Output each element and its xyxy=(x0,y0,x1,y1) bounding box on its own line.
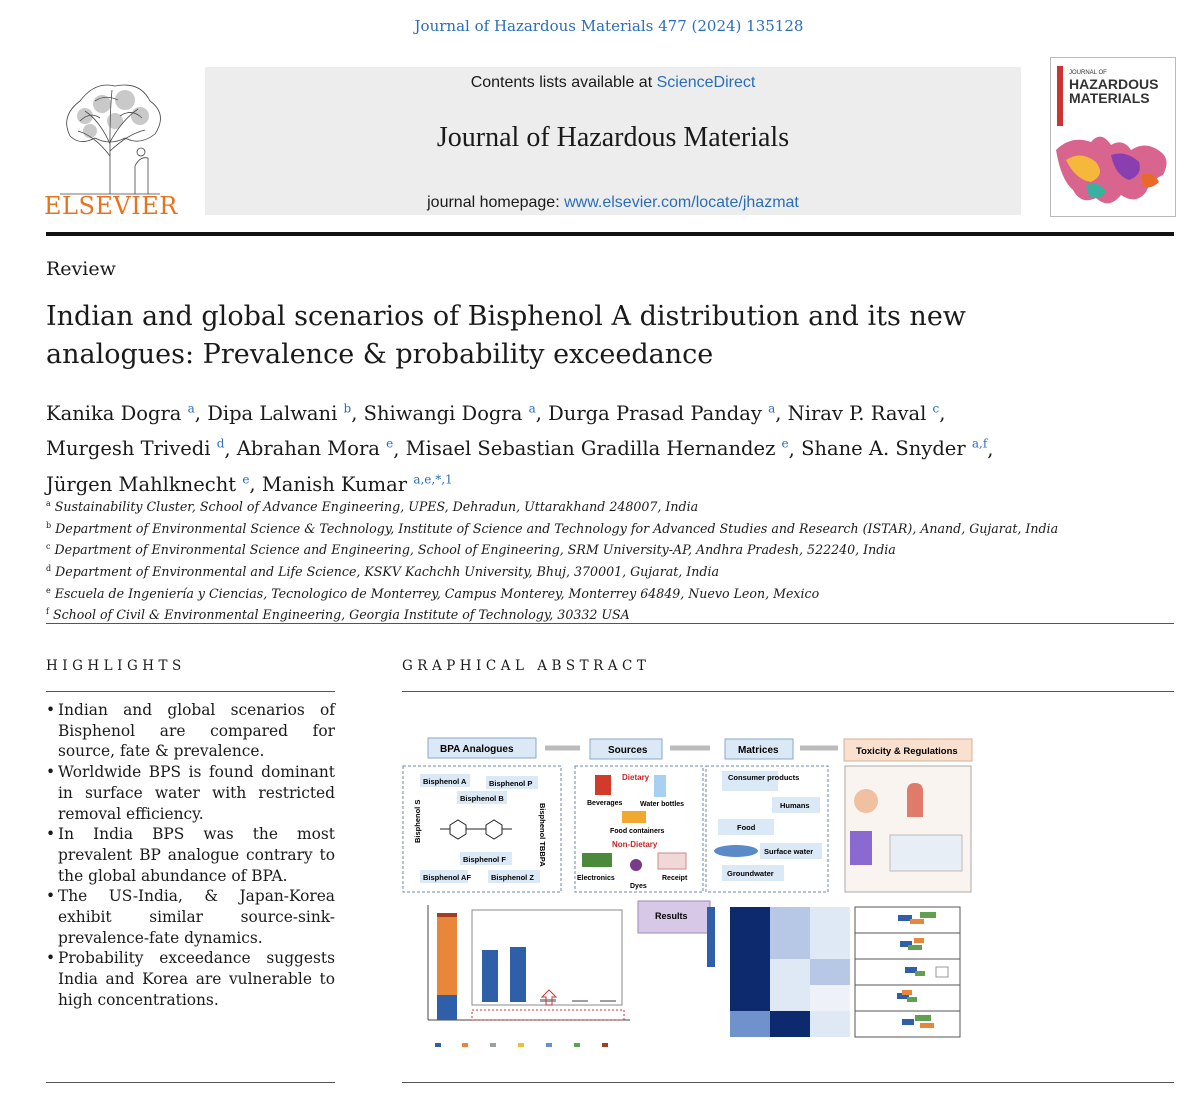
dye-icon xyxy=(630,859,642,871)
svg-text:Bisphenol TBBPA: Bisphenol TBBPA xyxy=(538,803,547,867)
author[interactable]: Jürgen Mahlknecht $^e$ xyxy=(46,472,250,496)
author-list: Kanika Dogra $^a$, Dipa Lalwani $^b$, Shiwangi Dogra $^a$, Durga Prasad Panday $^a$, Nirav P. Raval $^c$, Murgesh Trivedi $^d$, Abrahan Mora $^e$, Misael Sebastian Gradilla Hernandez $^e$, Shane A. Snyder $^{a,f}$, Jürgen Mahlknecht $^e$, Manish Kumar $^{a,e,*,1}$ xyxy=(46,401,994,496)
publisher-wordmark: ELSEVIER xyxy=(44,192,178,220)
bpa-concentration-chart xyxy=(428,905,630,1020)
svg-text:Consumer products: Consumer products xyxy=(728,773,800,782)
svg-text:Groundwater: Groundwater xyxy=(727,869,774,878)
svg-text:Dyes: Dyes xyxy=(630,883,647,890)
cover-title: JOURNAL OF HAZARDOUS MATERIALS xyxy=(1069,70,1159,106)
beverage-can-icon xyxy=(595,775,611,795)
svg-text:Water bottles: Water bottles xyxy=(640,801,685,808)
homepage-link[interactable]: www.elsevier.com/locate/jhazmat xyxy=(564,194,799,211)
journal-citation[interactable]: Journal of Hazardous Materials 477 (2024) 135128 xyxy=(414,17,804,35)
cover-world-map xyxy=(1051,120,1175,216)
step-matrices xyxy=(725,739,793,759)
affiliation: $^a$ Sustainability Cluster, School of Advance Engineering, UPES, Dehradun, Uttarakhand 248007, India xyxy=(46,499,699,515)
article-title: Indian and global scenarios of Bisphenol A distribution and its new analogues: Prevalence & probability exceedance xyxy=(46,301,966,370)
food-container-icon xyxy=(622,811,646,823)
svg-text:Bisphenol S: Bisphenol S xyxy=(413,799,422,843)
svg-text:Receipt: Receipt xyxy=(662,875,688,882)
journal-name: Journal of Hazardous Materials xyxy=(436,122,790,153)
graphical-abstract-rule xyxy=(402,691,1174,692)
journal-homepage: journal homepage: www.elsevier.com/locate/jhazmat xyxy=(427,194,799,211)
graphical-abstract-figure[interactable] xyxy=(400,735,975,1060)
people-icon xyxy=(854,789,878,813)
svg-text:Bisphenol Z: Bisphenol Z xyxy=(491,873,534,882)
affiliation: $^d$ Department of Environmental and Life Science, KSKV Kachchh University, Bhuj, 370001, Gujarat, India xyxy=(46,564,719,580)
svg-text:Food containers: Food containers xyxy=(610,828,665,835)
checklist-icon xyxy=(850,831,872,865)
world-map-icon xyxy=(890,835,962,871)
author[interactable]: Abrahan Mora $^e$ xyxy=(236,436,394,460)
svg-text:Bisphenol P: Bisphenol P xyxy=(489,779,533,788)
author[interactable]: Nirav P. Raval $^c$ xyxy=(787,401,940,425)
highlights-rule xyxy=(46,691,335,692)
author[interactable]: Shiwangi Dogra $^a$ xyxy=(363,401,536,425)
section-divider xyxy=(46,623,1174,624)
svg-text:Toxicity & Regulations: Toxicity & Regulations xyxy=(856,746,958,757)
svg-text:Bisphenol F: Bisphenol F xyxy=(463,855,506,864)
journal-cover-image xyxy=(1050,57,1176,217)
svg-text:Bisphenol AF: Bisphenol AF xyxy=(423,873,472,882)
author[interactable]: Manish Kumar $^{a,e,*,1}$ xyxy=(261,472,453,496)
svg-text:Sources: Sources xyxy=(608,745,648,756)
author[interactable]: Misael Sebastian Gradilla Hernandez $^e$ xyxy=(405,436,789,460)
highlight-item: • Worldwide BPS is found dominant in surface water with restricted removal efficiency. xyxy=(46,762,335,824)
affiliation: $^b$ Department of Environmental Science & Technology, Institute of Science and Technology for Advanced Studies and Research (ISTAR), Anand, Gujarat, India xyxy=(46,520,1059,536)
author[interactable]: Shane A. Snyder $^{a,f}$ xyxy=(801,436,988,460)
svg-text:Beverages: Beverages xyxy=(587,800,623,807)
author[interactable]: Murgesh Trivedi $^d$ xyxy=(46,436,225,460)
step-toxicity xyxy=(844,739,972,761)
svg-text:Bisphenol B: Bisphenol B xyxy=(460,794,504,803)
step-sources xyxy=(590,739,662,759)
receipt-icon xyxy=(658,853,686,869)
svg-text:Food: Food xyxy=(737,823,756,832)
affiliation-list xyxy=(46,495,1166,625)
graphical-abstract-heading: GRAPHICAL ABSTRACT xyxy=(402,658,651,674)
bisphenol-structure-icon xyxy=(440,820,512,839)
affiliation: $^c$ Department of Environmental Science and Engineering, School of Engineering, SRM University-AP, Andhra Pradesh, 522240, India xyxy=(46,542,896,558)
highlight-item: • Indian and global scenarios of Bisphenol are compared for source, fate & prevalence. xyxy=(46,700,335,762)
article-type: Review xyxy=(46,258,116,280)
highlight-item: • In India BPS was the most prevalent BP analogue contrary to the global abundance of BPA. xyxy=(46,824,335,886)
svg-text:Results: Results xyxy=(655,911,688,921)
step-bpa-analogues xyxy=(428,738,536,758)
sciencedirect-link[interactable]: ScienceDirect xyxy=(656,74,756,91)
cover-accent-bar xyxy=(1057,66,1063,126)
svg-text:Non-Dietary: Non-Dietary xyxy=(612,840,658,849)
highlight-item: • The US-India, & Japan-Korea exhibit similar source-sink-prevalence-fate dynamics. xyxy=(46,886,335,948)
affiliation: $^f$ School of Civil & Environmental Engineering, Georgia Institute of Technology, 30332 USA xyxy=(46,607,630,623)
header-rule xyxy=(46,232,1174,236)
toxicity-panel xyxy=(845,766,971,892)
highlights-heading: HIGHLIGHTS xyxy=(46,658,186,674)
contents-availability: Contents lists available at ScienceDirect xyxy=(470,74,756,91)
human-body-icon xyxy=(907,783,923,817)
svg-text:Electronics: Electronics xyxy=(577,875,615,882)
svg-text:Matrices: Matrices xyxy=(738,745,779,756)
author[interactable]: Durga Prasad Panday $^a$ xyxy=(548,401,776,425)
water-bottle-icon xyxy=(654,775,666,797)
svg-text:BPA Analogues: BPA Analogues xyxy=(440,744,514,755)
highlight-item: • Probability exceedance suggests India and Korea are vulnerable to high concentrations. xyxy=(46,948,335,1010)
circuit-board-icon xyxy=(582,853,612,867)
svg-text:Humans: Humans xyxy=(780,801,810,810)
highlights-list xyxy=(46,700,335,1011)
author[interactable]: Kanika Dogra $^a$ xyxy=(46,401,195,425)
water-body-icon xyxy=(714,845,758,857)
heatmap xyxy=(707,907,850,1037)
author[interactable]: Dipa Lalwani $^b$ xyxy=(207,401,352,425)
affiliation: $^e$ Escuela de Ingeniería y Ciencias, Tecnologico de Monterrey, Campus Monterey, Monterrey 64849, Nuevo Leon, Mexico xyxy=(46,585,820,601)
chart-legend xyxy=(435,1043,608,1047)
box-plot-panel xyxy=(855,907,960,1037)
svg-text:Bisphenol A: Bisphenol A xyxy=(423,777,467,786)
svg-text:Dietary: Dietary xyxy=(622,773,650,782)
svg-text:Surface water: Surface water xyxy=(764,847,814,856)
graphical-abstract-bottom-rule xyxy=(402,1082,1174,1083)
highlights-bottom-rule xyxy=(46,1082,335,1083)
